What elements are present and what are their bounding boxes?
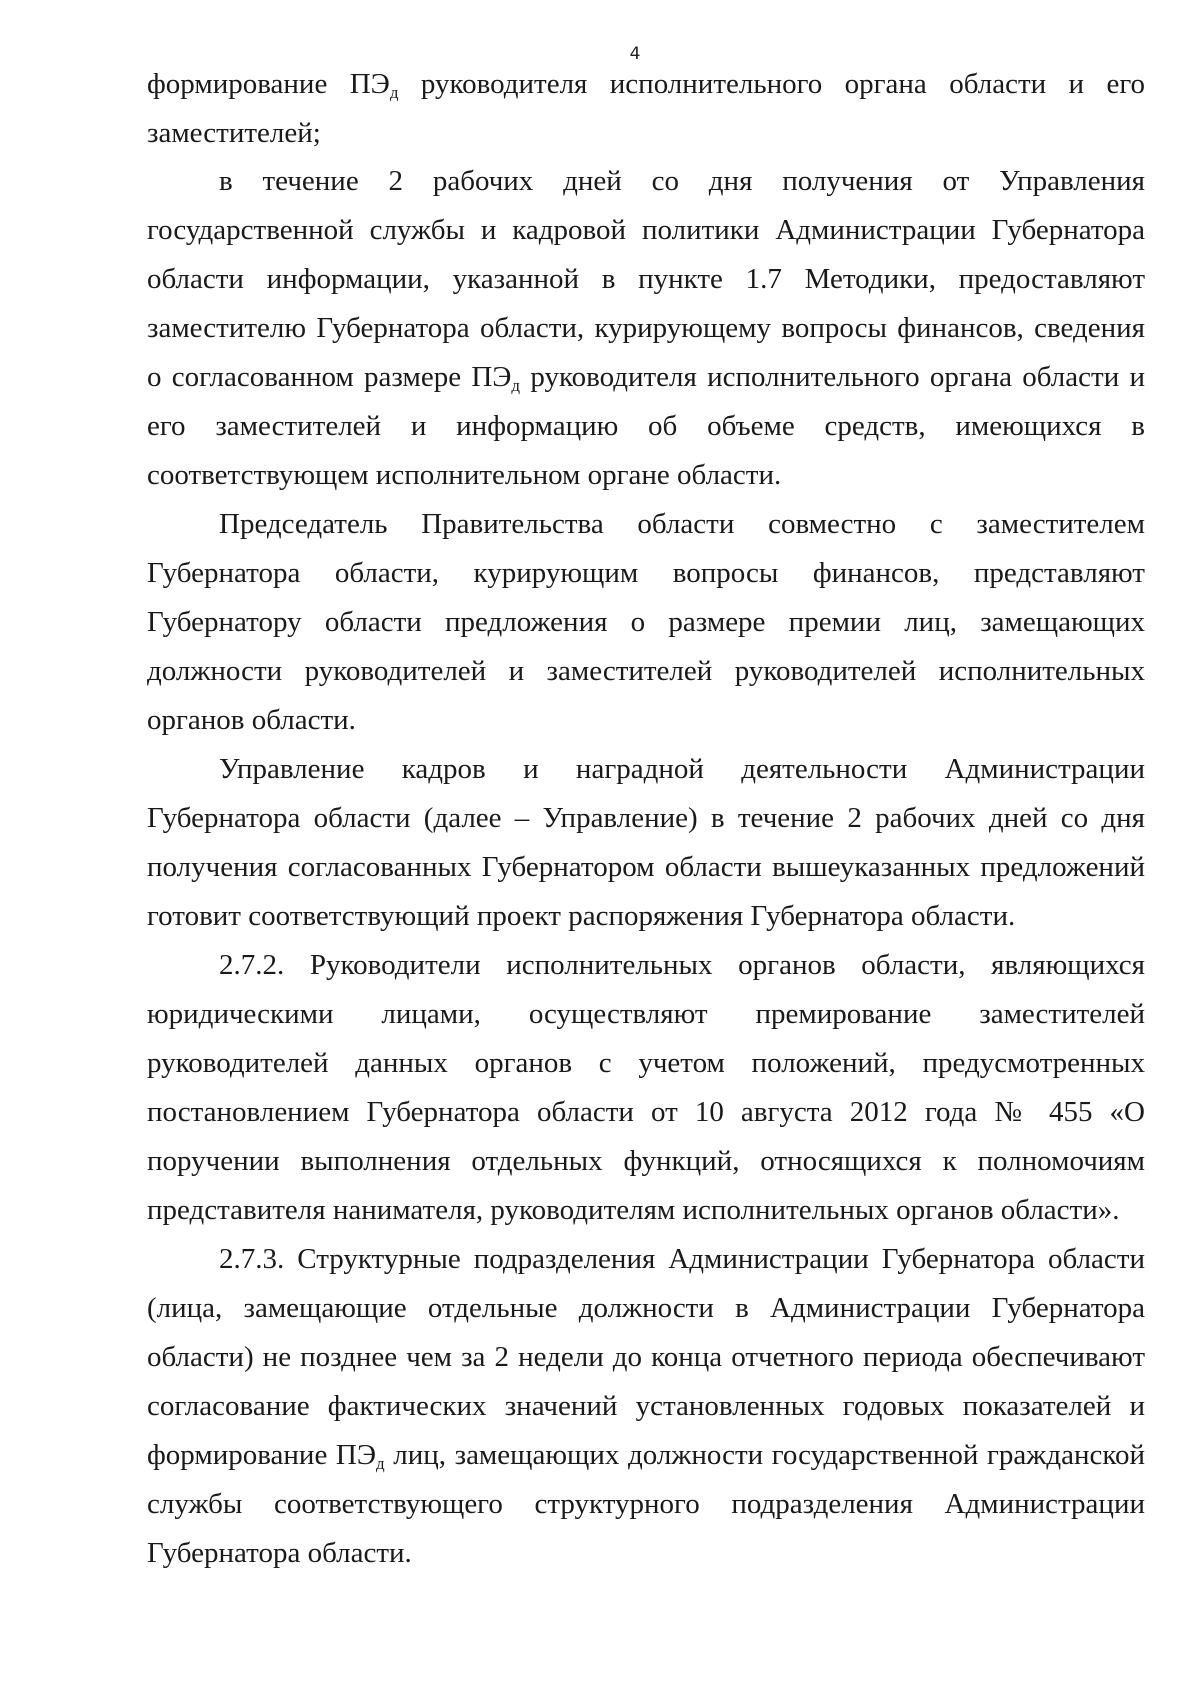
paragraph bbox=[147, 745, 1145, 941]
paragraph-text: Управление кадров и наградной деятельности Администрации Губернатора области (далее – Управление) в течение 2 рабочих дней со дня получения согласованных Губернатором области вышеуказанных предложений готовит соответствующий проект распоряжения Губернатора области. bbox=[147, 753, 1145, 932]
paragraph bbox=[147, 941, 1145, 1235]
paragraph bbox=[147, 1235, 1145, 1578]
paragraph-text: 2.7.3. Структурные подразделения Администрации Губернатора области (лица, замещающие отдельные должности в Администрации Губернатора области) не позднее чем за 2 недели до конца отчетного периода обеспечивают согласование фактических значений установленных годовых показателей и формирование ПЭ bbox=[147, 1243, 1145, 1471]
paragraph-text: 2.7.2. Руководители исполнительных органов области, являющихся юридическими лицами, осуществляют премирование заместителей руководителей данных органов с учетом положений, предусмотренных постановлением Губернатора области от 10 августа 2012 года № 455 «О поручении выполнения отдельных функций, относящихся к полномочиям представителя нанимателя, руководителям исполнительных органов области». bbox=[147, 949, 1145, 1226]
subscript: д bbox=[511, 376, 521, 395]
paragraph bbox=[147, 500, 1145, 745]
subscript: д bbox=[389, 83, 399, 102]
paragraph-text: лиц, замещающих должности государственной гражданской службы соответствующего структурного подразделения Администрации Губернатора области. bbox=[147, 1439, 1145, 1569]
paragraph-text: в течение 2 рабочих дней со дня получения от Управления государственной службы и кадровой политики Администрации Губернатора области информации, указанной в пункте 1.7 Методики, предоставляют заместителю Губернатора области, курирующему вопросы финансов, сведения о согласованном размере ПЭ bbox=[147, 165, 1145, 393]
paragraph-text: Председатель Правительства области совместно с заместителем Губернатора области, курирующим вопросы финансов, представляют Губернатору области предложения о размере премии лиц, замещающих должности руководителей и заместителей руководителей исполнительных органов области. bbox=[147, 508, 1145, 736]
paragraph bbox=[147, 60, 1145, 158]
subscript: д bbox=[376, 1454, 385, 1473]
paragraph-text: руководителя исполнительного органа области и его заместителей и информацию об объеме средств, имеющихся в соответствующем исполнительном органе области. bbox=[147, 361, 1145, 491]
paragraph bbox=[147, 157, 1145, 500]
paragraph-text: формирование ПЭ bbox=[147, 68, 390, 100]
document-body bbox=[147, 60, 1145, 1578]
paragraph-text: руководителя исполнительного органа области и его заместителей; bbox=[147, 68, 1145, 149]
page-number: 4 bbox=[629, 44, 641, 64]
